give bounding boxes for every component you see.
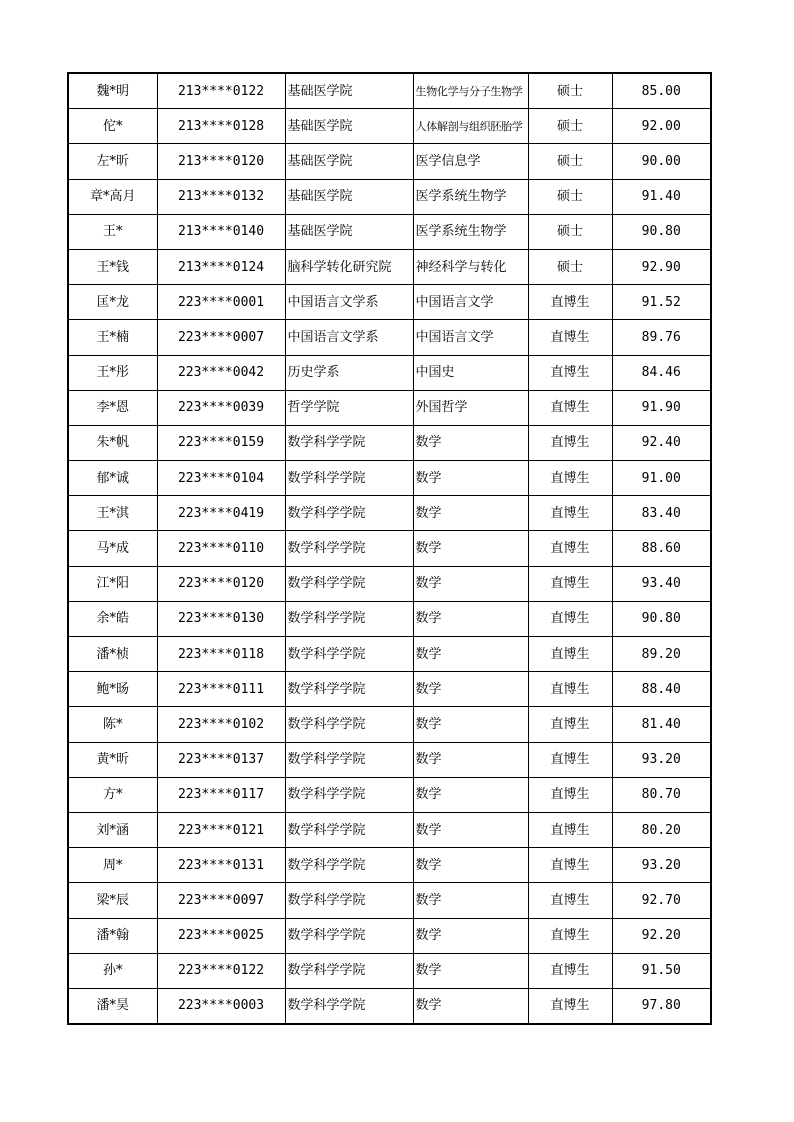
department-cell: 数学科学学院: [285, 848, 413, 883]
student-name-cell: 潘*翰: [68, 918, 157, 953]
degree-type-cell: 直博生: [528, 848, 612, 883]
student-name-cell: 王*楠: [68, 320, 157, 355]
score-cell: 92.40: [612, 425, 711, 460]
degree-type-cell: 直博生: [528, 285, 612, 320]
score-cell: 97.80: [612, 988, 711, 1024]
student-id-cell: 213****0140: [157, 214, 285, 249]
student-id-cell: 223****0007: [157, 320, 285, 355]
department-cell: 基础医学院: [285, 179, 413, 214]
student-name-cell: 方*: [68, 777, 157, 812]
results-table-body: [68, 73, 711, 1024]
score-cell: 93.20: [612, 742, 711, 777]
student-name-cell: 周*: [68, 848, 157, 883]
major-cell: 中国史: [413, 355, 528, 390]
student-id-cell: 223****0039: [157, 390, 285, 425]
degree-type-cell: 直博生: [528, 355, 612, 390]
table-row: [68, 883, 711, 918]
major-cell: 数学: [413, 848, 528, 883]
student-id-cell: 213****0124: [157, 249, 285, 284]
degree-type-cell: 直博生: [528, 601, 612, 636]
student-name-cell: 王*淇: [68, 496, 157, 531]
student-name-cell: 王*彤: [68, 355, 157, 390]
student-id-cell: 223****0131: [157, 848, 285, 883]
department-cell: 数学科学学院: [285, 601, 413, 636]
major-cell: 医学系统生物学: [413, 179, 528, 214]
table-row: [68, 918, 711, 953]
table-row: [68, 144, 711, 179]
degree-type-cell: 直博生: [528, 390, 612, 425]
score-cell: 80.70: [612, 777, 711, 812]
degree-type-cell: 硕士: [528, 109, 612, 144]
degree-type-cell: 硕士: [528, 179, 612, 214]
score-cell: 91.00: [612, 461, 711, 496]
score-cell: 90.80: [612, 214, 711, 249]
score-cell: 93.20: [612, 848, 711, 883]
degree-type-cell: 直博生: [528, 777, 612, 812]
department-cell: 哲学学院: [285, 390, 413, 425]
degree-type-cell: 直博生: [528, 425, 612, 460]
student-id-cell: 213****0120: [157, 144, 285, 179]
table-row: [68, 566, 711, 601]
student-name-cell: 潘*桢: [68, 637, 157, 672]
degree-type-cell: 直博生: [528, 953, 612, 988]
degree-type-cell: 直博生: [528, 496, 612, 531]
table-row: [68, 214, 711, 249]
student-name-cell: 刘*涵: [68, 812, 157, 847]
score-cell: 85.00: [612, 73, 711, 109]
student-name-cell: 王*: [68, 214, 157, 249]
student-name-cell: 江*阳: [68, 566, 157, 601]
score-cell: 88.60: [612, 531, 711, 566]
major-cell: 数学: [413, 812, 528, 847]
score-cell: 92.20: [612, 918, 711, 953]
department-cell: 数学科学学院: [285, 425, 413, 460]
student-id-cell: 223****0122: [157, 953, 285, 988]
student-name-cell: 余*皓: [68, 601, 157, 636]
department-cell: 数学科学学院: [285, 496, 413, 531]
score-cell: 92.90: [612, 249, 711, 284]
degree-type-cell: 直博生: [528, 918, 612, 953]
major-cell: 数学: [413, 461, 528, 496]
student-name-cell: 王*钱: [68, 249, 157, 284]
degree-type-cell: 直博生: [528, 707, 612, 742]
degree-type-cell: 硕士: [528, 249, 612, 284]
student-name-cell: 马*成: [68, 531, 157, 566]
student-id-cell: 223****0025: [157, 918, 285, 953]
results-table: [67, 72, 712, 1025]
score-cell: 80.20: [612, 812, 711, 847]
department-cell: 数学科学学院: [285, 707, 413, 742]
student-name-cell: 左*昕: [68, 144, 157, 179]
table-row: [68, 812, 711, 847]
degree-type-cell: 直博生: [528, 988, 612, 1024]
table-row: [68, 601, 711, 636]
major-cell: 数学: [413, 531, 528, 566]
department-cell: 数学科学学院: [285, 883, 413, 918]
table-row: [68, 249, 711, 284]
table-row: [68, 320, 711, 355]
department-cell: 数学科学学院: [285, 672, 413, 707]
student-id-cell: 223****0003: [157, 988, 285, 1024]
department-cell: 中国语言文学系: [285, 320, 413, 355]
major-cell: 中国语言文学: [413, 320, 528, 355]
major-cell: 医学信息学: [413, 144, 528, 179]
student-id-cell: 223****0110: [157, 531, 285, 566]
degree-type-cell: 硕士: [528, 214, 612, 249]
table-row: [68, 707, 711, 742]
major-cell: 数学: [413, 601, 528, 636]
degree-type-cell: 直博生: [528, 812, 612, 847]
major-cell: 数学: [413, 496, 528, 531]
score-cell: 93.40: [612, 566, 711, 601]
table-row: [68, 179, 711, 214]
table-row: [68, 988, 711, 1024]
department-cell: 数学科学学院: [285, 953, 413, 988]
table-row: [68, 461, 711, 496]
major-cell: 生物化学与分子生物学: [413, 73, 528, 109]
score-cell: 92.70: [612, 883, 711, 918]
student-name-cell: 梁*辰: [68, 883, 157, 918]
student-id-cell: 223****0097: [157, 883, 285, 918]
department-cell: 数学科学学院: [285, 742, 413, 777]
student-id-cell: 223****0111: [157, 672, 285, 707]
major-cell: 数学: [413, 425, 528, 460]
student-id-cell: 223****0001: [157, 285, 285, 320]
student-name-cell: 佗*: [68, 109, 157, 144]
degree-type-cell: 硕士: [528, 73, 612, 109]
degree-type-cell: 直博生: [528, 566, 612, 601]
department-cell: 历史学系: [285, 355, 413, 390]
degree-type-cell: 硕士: [528, 144, 612, 179]
table-row: [68, 109, 711, 144]
degree-type-cell: 直博生: [528, 672, 612, 707]
department-cell: 数学科学学院: [285, 777, 413, 812]
score-cell: 91.50: [612, 953, 711, 988]
major-cell: 数学: [413, 707, 528, 742]
score-cell: 90.80: [612, 601, 711, 636]
student-id-cell: 223****0121: [157, 812, 285, 847]
degree-type-cell: 直博生: [528, 531, 612, 566]
student-name-cell: 李*恩: [68, 390, 157, 425]
department-cell: 基础医学院: [285, 109, 413, 144]
department-cell: 数学科学学院: [285, 918, 413, 953]
score-cell: 90.00: [612, 144, 711, 179]
major-cell: 神经科学与转化: [413, 249, 528, 284]
table-row: [68, 355, 711, 390]
table-row: [68, 425, 711, 460]
major-cell: 数学: [413, 918, 528, 953]
department-cell: 数学科学学院: [285, 531, 413, 566]
table-row: [68, 496, 711, 531]
table-row: [68, 637, 711, 672]
department-cell: 数学科学学院: [285, 461, 413, 496]
score-cell: 91.40: [612, 179, 711, 214]
student-name-cell: 郁*诚: [68, 461, 157, 496]
table-row: [68, 531, 711, 566]
student-id-cell: 223****0104: [157, 461, 285, 496]
student-name-cell: 匡*龙: [68, 285, 157, 320]
department-cell: 中国语言文学系: [285, 285, 413, 320]
major-cell: 数学: [413, 566, 528, 601]
major-cell: 数学: [413, 953, 528, 988]
student-id-cell: 213****0122: [157, 73, 285, 109]
student-name-cell: 潘*昊: [68, 988, 157, 1024]
student-name-cell: 魏*明: [68, 73, 157, 109]
score-cell: 81.40: [612, 707, 711, 742]
major-cell: 外国哲学: [413, 390, 528, 425]
degree-type-cell: 直博生: [528, 320, 612, 355]
student-id-cell: 223****0102: [157, 707, 285, 742]
department-cell: 基础医学院: [285, 214, 413, 249]
student-id-cell: 223****0118: [157, 637, 285, 672]
department-cell: 数学科学学院: [285, 812, 413, 847]
major-cell: 数学: [413, 637, 528, 672]
student-id-cell: 223****0120: [157, 566, 285, 601]
score-cell: 88.40: [612, 672, 711, 707]
table-row: [68, 672, 711, 707]
student-name-cell: 黄*昕: [68, 742, 157, 777]
major-cell: 数学: [413, 883, 528, 918]
student-id-cell: 223****0419: [157, 496, 285, 531]
student-id-cell: 213****0132: [157, 179, 285, 214]
student-id-cell: 223****0130: [157, 601, 285, 636]
score-cell: 91.90: [612, 390, 711, 425]
table-row: [68, 73, 711, 109]
major-cell: 数学: [413, 988, 528, 1024]
score-cell: 92.00: [612, 109, 711, 144]
score-cell: 89.76: [612, 320, 711, 355]
department-cell: 数学科学学院: [285, 637, 413, 672]
student-name-cell: 鲍*旸: [68, 672, 157, 707]
table-row: [68, 742, 711, 777]
department-cell: 数学科学学院: [285, 566, 413, 601]
student-id-cell: 223****0159: [157, 425, 285, 460]
department-cell: 数学科学学院: [285, 988, 413, 1024]
score-cell: 84.46: [612, 355, 711, 390]
table-row: [68, 390, 711, 425]
department-cell: 基础医学院: [285, 144, 413, 179]
degree-type-cell: 直博生: [528, 742, 612, 777]
degree-type-cell: 直博生: [528, 637, 612, 672]
major-cell: 人体解剖与组织胚胎学: [413, 109, 528, 144]
student-name-cell: 章*高月: [68, 179, 157, 214]
major-cell: 医学系统生物学: [413, 214, 528, 249]
student-name-cell: 孙*: [68, 953, 157, 988]
major-cell: 数学: [413, 672, 528, 707]
score-cell: 83.40: [612, 496, 711, 531]
degree-type-cell: 直博生: [528, 461, 612, 496]
student-id-cell: 223****0137: [157, 742, 285, 777]
score-cell: 91.52: [612, 285, 711, 320]
student-id-cell: 223****0042: [157, 355, 285, 390]
table-row: [68, 953, 711, 988]
table-row: [68, 848, 711, 883]
major-cell: 数学: [413, 742, 528, 777]
student-name-cell: 陈*: [68, 707, 157, 742]
score-cell: 89.20: [612, 637, 711, 672]
major-cell: 数学: [413, 777, 528, 812]
department-cell: 基础医学院: [285, 73, 413, 109]
table-row: [68, 285, 711, 320]
major-cell: 中国语言文学: [413, 285, 528, 320]
table-row: [68, 777, 711, 812]
student-name-cell: 朱*帆: [68, 425, 157, 460]
degree-type-cell: 直博生: [528, 883, 612, 918]
student-id-cell: 213****0128: [157, 109, 285, 144]
student-id-cell: 223****0117: [157, 777, 285, 812]
department-cell: 脑科学转化研究院: [285, 249, 413, 284]
